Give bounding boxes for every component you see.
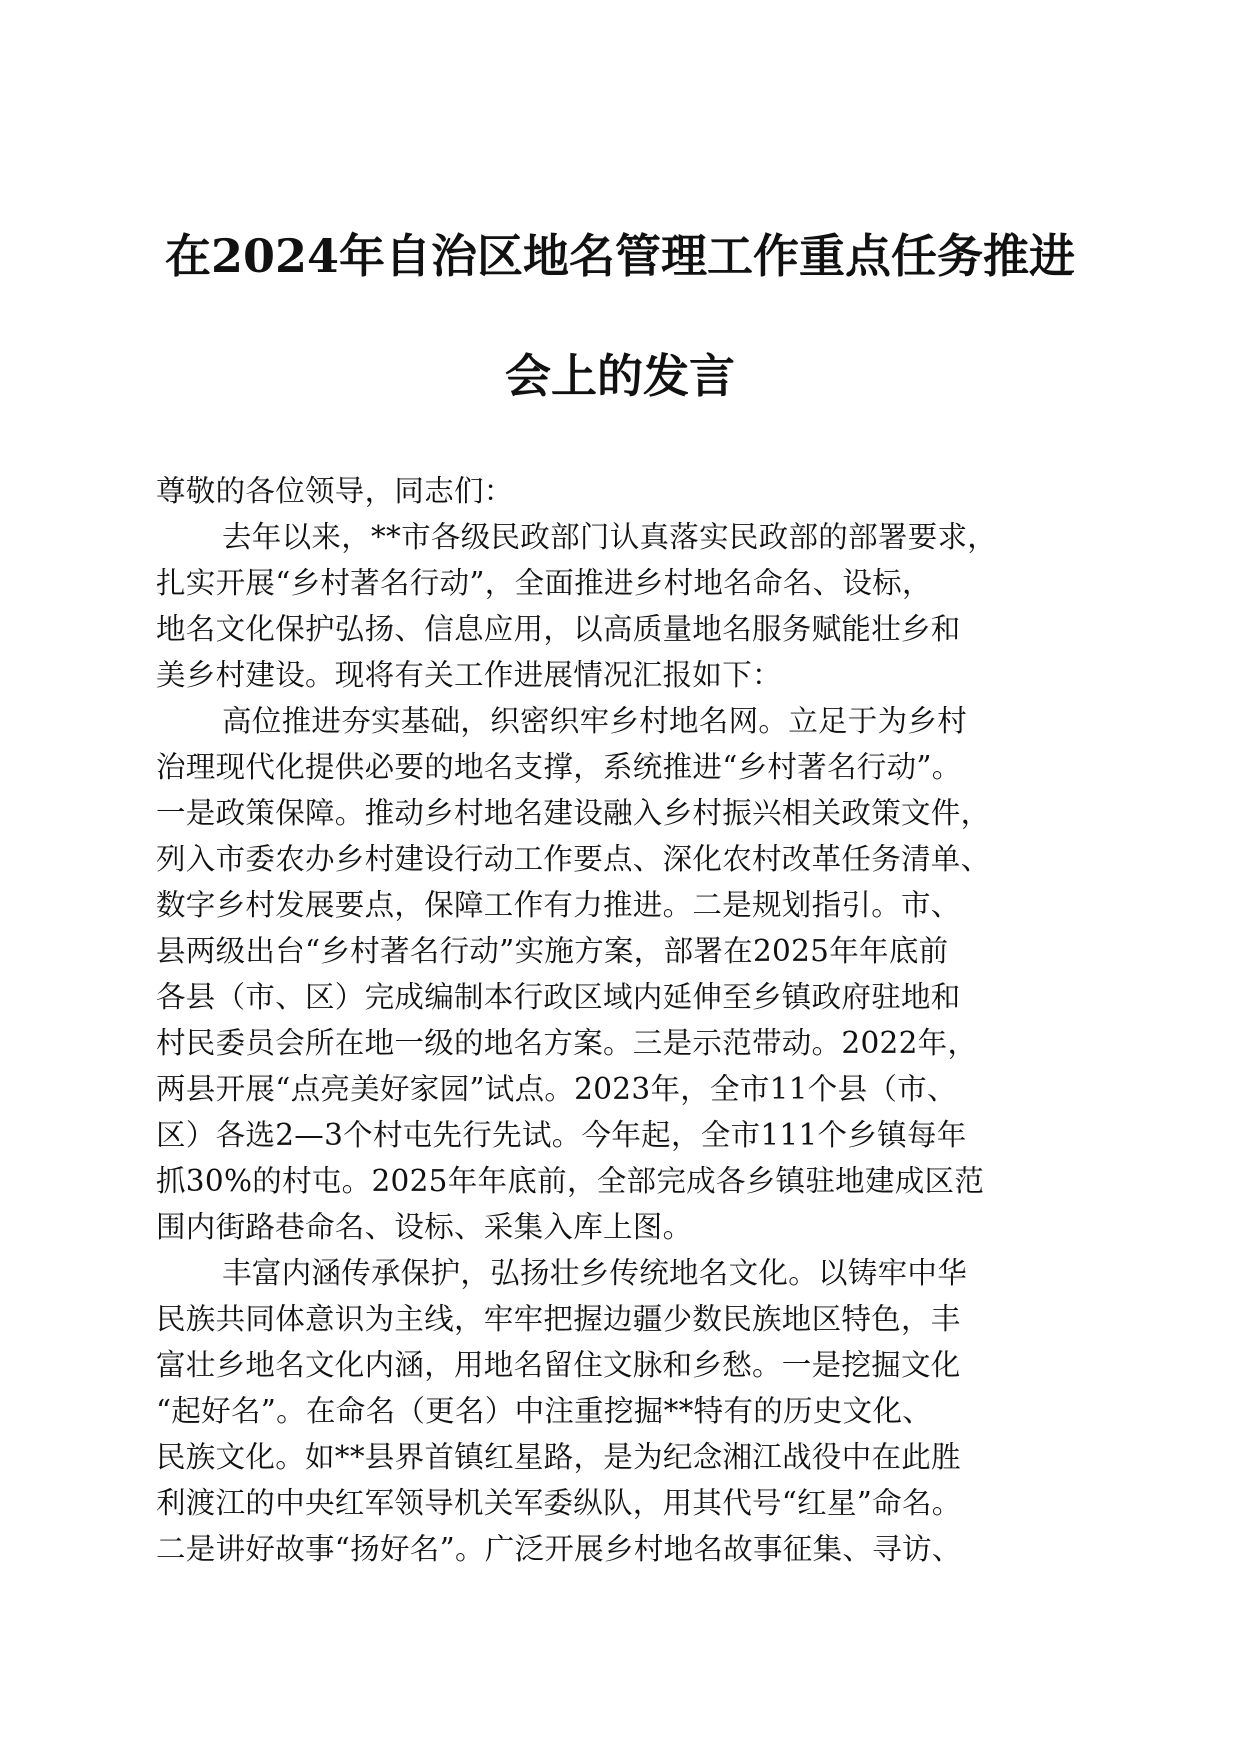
- greeting: 尊敬的各位领导，同志们：: [156, 474, 514, 508]
- paragraph-line: 美乡村建设。现将有关工作进展情况汇报如下：: [156, 658, 782, 692]
- paragraph-line: 两县开展“点亮美好家园”试点。2023年，全市11个县（市、: [156, 1072, 957, 1106]
- paragraph-line: 抓30%的村屯。2025年年底前，全部完成各乡镇驻地建成区范: [156, 1164, 985, 1198]
- paragraph-line: 一是政策保障。推动乡村地名建设融入乡村振兴相关政策文件，: [156, 796, 991, 830]
- document-title-line-2: 会上的发言: [505, 349, 735, 403]
- paragraph-line: 区）各选2—3个村屯先行先试。今年起，全市111个乡镇每年: [156, 1118, 967, 1152]
- paragraph-line: 地名文化保护弘扬、信息应用，以高质量地名服务赋能壮乡和: [156, 612, 961, 646]
- paragraph-line: 数字乡村发展要点，保障工作有力推进。二是规划指引。市、: [156, 888, 961, 922]
- document-title-line-1: 在2024年自治区地名管理工作重点任务推进: [164, 229, 1076, 283]
- paragraph-line: 高位推进夯实基础，织密织牢乡村地名网。立足于为乡村: [222, 704, 968, 738]
- paragraph-line: “起好名”。在命名（更名）中注重挖掘**特有的历史文化、: [156, 1394, 933, 1428]
- paragraph-line: 民族共同体意识为主线，牢牢把握边疆少数民族地区特色，丰: [156, 1302, 961, 1336]
- paragraph-line: 各县（市、区）完成编制本行政区域内延伸至乡镇政府驻地和: [156, 980, 961, 1014]
- paragraph-line: 治理现代化提供必要的地名支撑，系统推进“乡村著名行动”。: [156, 750, 962, 784]
- paragraph-line: 民族文化。如**县界首镇红星路，是为纪念湘江战役中在此胜: [156, 1440, 961, 1474]
- paragraph-line: 扎实开展“乡村著名行动”，全面推进乡村地名命名、设标，: [156, 566, 932, 600]
- paragraph-line: 去年以来，**市各级民政部门认真落实民政部的部署要求，: [222, 520, 998, 554]
- paragraph-line: 县两级出台“乡村著名行动”实施方案，部署在2025年年底前: [156, 934, 949, 968]
- paragraph-line: 丰富内涵传承保护，弘扬壮乡传统地名文化。以铸牢中华: [222, 1256, 968, 1290]
- paragraph-line: 围内街路巷命名、设标、采集入库上图。: [156, 1210, 693, 1244]
- paragraph-line: 列入市委农办乡村建设行动工作要点、深化农村改革任务清单、: [156, 842, 991, 876]
- paragraph-line: 村民委员会所在地一级的地名方案。三是示范带动。2022年，: [156, 1026, 978, 1060]
- paragraph-line: 富壮乡地名文化内涵，用地名留住文脉和乡愁。一是挖掘文化: [156, 1348, 961, 1382]
- paragraph-line: 利渡江的中央红军领导机关军委纵队，用其代号“红星”命名。: [156, 1486, 962, 1520]
- paragraph-line: 二是讲好故事“扬好名”。广泛开展乡村地名故事征集、寻访、: [156, 1532, 962, 1566]
